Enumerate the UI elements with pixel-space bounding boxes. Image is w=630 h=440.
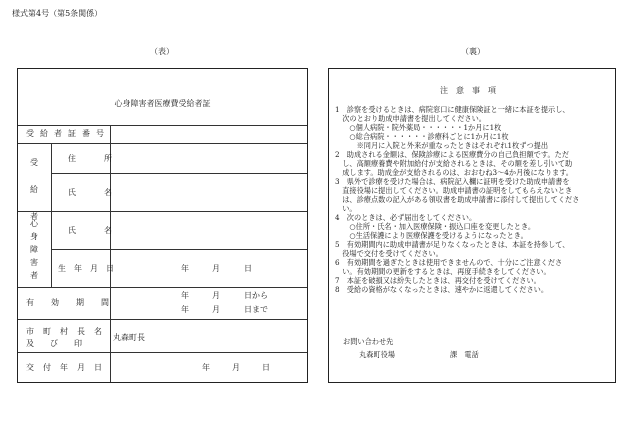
note-line: 次のとおり助成申請書を提出してください。	[335, 114, 486, 123]
birthdate-day: 日	[244, 264, 252, 273]
address-label: 住所	[68, 154, 140, 163]
birthdate-label: 生年月日	[58, 264, 122, 273]
row-divider	[18, 211, 307, 212]
note-line: 7 本証を破損又は紛失したときは、再交付を受けてください。	[335, 276, 541, 285]
note-line: 役場で交付を受けてください。	[335, 249, 443, 258]
row-divider	[51, 249, 307, 250]
note-line: ○総合病院・・・・・・診療科ごとに1か月に1枚	[335, 132, 509, 141]
row-divider	[51, 173, 307, 174]
note-line: ○個人病院・院外薬局・・・・・・1か月に1枚	[335, 123, 502, 132]
issue-date-label: 交付年月日	[26, 363, 111, 372]
issue-date-year: 年	[202, 363, 210, 372]
note-line: 6 有効期間を過ぎたときは使用できませんので、十分にご注意くださ	[335, 258, 563, 267]
back-card	[328, 68, 616, 383]
row-divider	[18, 319, 307, 320]
birthdate-month: 月	[212, 264, 220, 273]
validity-period-label: 有効期間	[26, 298, 126, 307]
back-side-label: （裏）	[461, 47, 485, 56]
contact-label: お問い合わせ先	[343, 337, 394, 346]
note-line: 8 受給の資格がなくなったときは、速やかに返還してください。	[335, 285, 549, 294]
front-card	[17, 68, 308, 383]
contact-office: 丸森町役場	[359, 350, 395, 359]
note-line: い。	[335, 204, 357, 213]
validity-from-day: 日から	[244, 291, 268, 300]
row-divider	[18, 125, 307, 126]
mayor-name-value: 丸森町長	[113, 333, 145, 342]
validity-from-month: 月	[212, 291, 220, 300]
note-line: 3 県外で診療を受けた場合は、病院記入欄に証明を受けた助成申請書を	[335, 177, 570, 186]
row-divider	[18, 352, 307, 353]
birthdate-year: 年	[181, 264, 189, 273]
note-line: 5 有効期間内に助成申請書が足りなくなったときは、本証を持参して、	[335, 240, 570, 249]
disabled-person-group-label: 心身障害者	[30, 219, 38, 280]
issue-date-month: 月	[232, 363, 240, 372]
validity-to-year: 年	[181, 305, 189, 314]
front-title: 心身障害者医療費受給者証	[114, 99, 211, 108]
contact-section-phone: 課 電話	[450, 350, 479, 359]
disabled-person-name-label: 氏名	[68, 226, 140, 235]
front-side-label: （表）	[150, 47, 174, 56]
note-line: し、高額療養費や附加給付が支給されるときは、その額を差し引いて助	[335, 159, 573, 168]
note-line: ○生活保護により医療保護を受けるようになったとき。	[335, 231, 528, 240]
recipient-group-label: 受給者	[30, 158, 38, 221]
issue-date-day: 日	[262, 363, 270, 372]
column-divider	[51, 143, 52, 287]
validity-to-month: 月	[212, 305, 220, 314]
recipient-number-label: 受給者証番号	[26, 129, 110, 138]
validity-to-day: 日まで	[244, 305, 268, 314]
note-line: ○住所・氏名・加入医療保険・振込口座を変更したとき。	[335, 222, 536, 231]
note-line: 直接役場に提出してください。助成申請書の証明をしてもらえないとき	[335, 186, 573, 195]
back-title: 注意事項	[440, 86, 504, 95]
mayor-seal-label: 及び印	[26, 339, 98, 348]
note-line: は、診療点数の記入がある領収書を助成申請書に添付して提出してくださ	[335, 195, 580, 204]
note-line: い。有効期間の更新をするときは、再度手続きをしてください。	[335, 267, 551, 276]
note-line: 1 診察を受けるときは、病院窓口に健康保険証と一緒に本証を提示し、	[335, 105, 570, 114]
row-divider	[18, 287, 307, 288]
form-number: 様式第4号（第5条関係）	[12, 9, 103, 18]
note-line: ※同月に入院と外来が重なったときはそれぞれ1枚ずつ提出	[335, 141, 549, 150]
note-line: 4 次のときは、必ず届出をしてください。	[335, 213, 477, 222]
note-line: 2 助成される金額は、保険診療による医療費分の自己負担額です。ただ	[335, 150, 570, 159]
recipient-name-label: 氏名	[68, 188, 140, 197]
notes-list	[335, 105, 579, 294]
row-divider	[18, 143, 307, 144]
mayor-name-label: 市町村長名	[26, 327, 111, 336]
validity-from-year: 年	[181, 291, 189, 300]
note-line: 成します。助成金が支給されるのは、おおむね3～4か月後になります。	[335, 168, 573, 177]
